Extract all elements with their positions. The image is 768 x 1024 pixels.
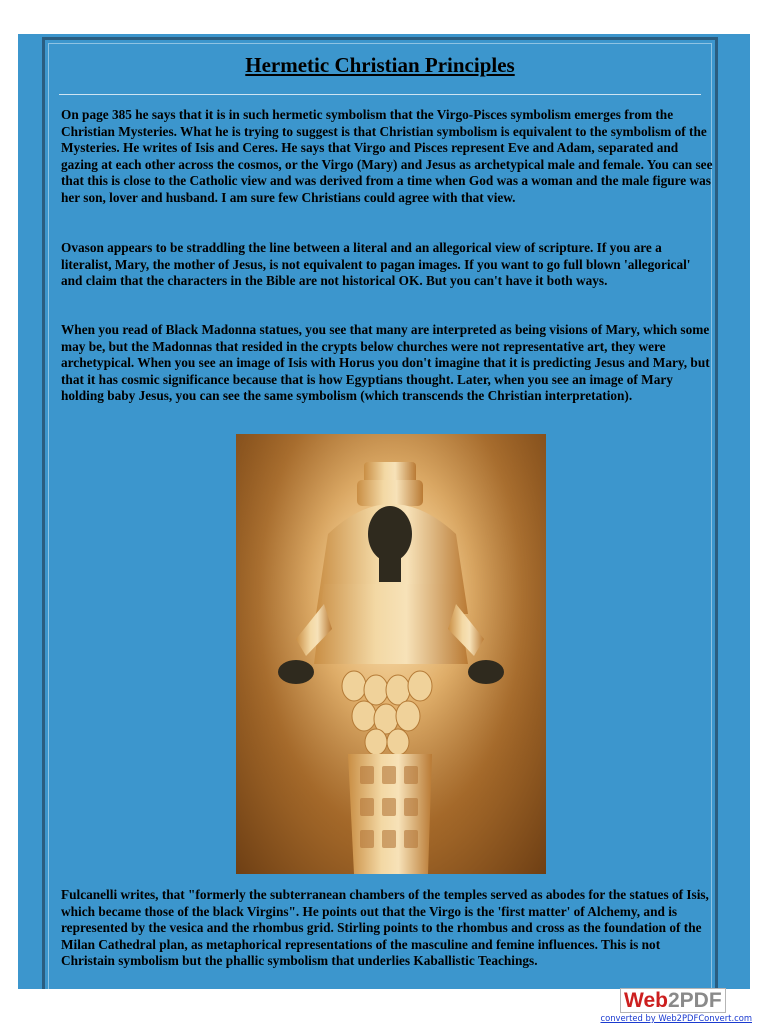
- web2pdf-logo: [620, 988, 726, 1013]
- paragraph-virgo-pisces: On page 385 he says that it is in such hermetic symbolism that the Virgo-Pisces symbolism emerges from the Christian Mysteries. What he is trying to suggest is that Christian symbolism is equivalent to the symbolism of the Mysteries. He writes of Isis and Ceres. He says that Virgo and Pisces represent Eve and Adam, separated and gazing at each other across the cosmos, or the Virgo (Mary) and Jesus as archetypical male and female. You can see that this is close to the Catholic view and was derived from a time when God was a woman and the male figure was her son, lover and husband. I am sure few Christians could agree with that view.: [61, 107, 713, 205]
- statue-illustration: [236, 434, 546, 874]
- web2pdf-logo-web: Web: [624, 989, 668, 1012]
- paragraph-black-madonna: When you read of Black Madonna statues, you see that many are interpreted as being visions of Mary, which some may be, but the Madonnas that resided in the crypts below churches were not representative art, they were archetypical. When you see an image of Isis with Horus you don't imagine that it is predicting Jesus and Mary, but that it has cosmic significance because that is how Egyptians thought. Later, when you see an image of Mary holding baby Jesus, you can see the same symbolism (which transcends the Christian interpretation).: [61, 322, 710, 404]
- content-frame: [42, 37, 718, 989]
- web2pdf-logo-2: 2: [667, 989, 680, 1012]
- web2pdf-watermark[interactable]: [596, 988, 752, 1022]
- title-divider: [59, 94, 701, 95]
- paragraph-fulcanelli: Fulcanelli writes, that "formerly the subterranean chambers of the temples served as abodes for the statues of Isis, which became those of the black Virgins". He points out that the Virgo is the 'first matter' of Alchemy, and is represented by the vesica and the rhombus grid. Stirling points to the rhombus and cross as the foundation of the Milan Cathedral plan, as metaphorical representations of the masculine and femine influences. This is not Christain symbolism but the phallic symbolism that underlies Kaballistic Teachings.: [61, 887, 709, 969]
- statue-photo: [236, 434, 546, 874]
- content-frame-inner: [48, 43, 712, 989]
- web2pdf-link[interactable]: converted by Web2PDFConvert.com: [600, 1013, 752, 1023]
- paragraph-literal-allegorical: Ovason appears to be straddling the line between a literal and an allegorical view of scripture. If you are a literalist, Mary, the mother of Jesus, is not equivalent to pagan images. If you want to go full blown 'allegorical' and claim that the characters in the Bible are not historical OK. But you can't have it both ways.: [61, 240, 691, 289]
- web2pdf-logo-pdf: PDF: [679, 989, 722, 1012]
- page-title: Hermetic Christian Principles: [245, 53, 515, 77]
